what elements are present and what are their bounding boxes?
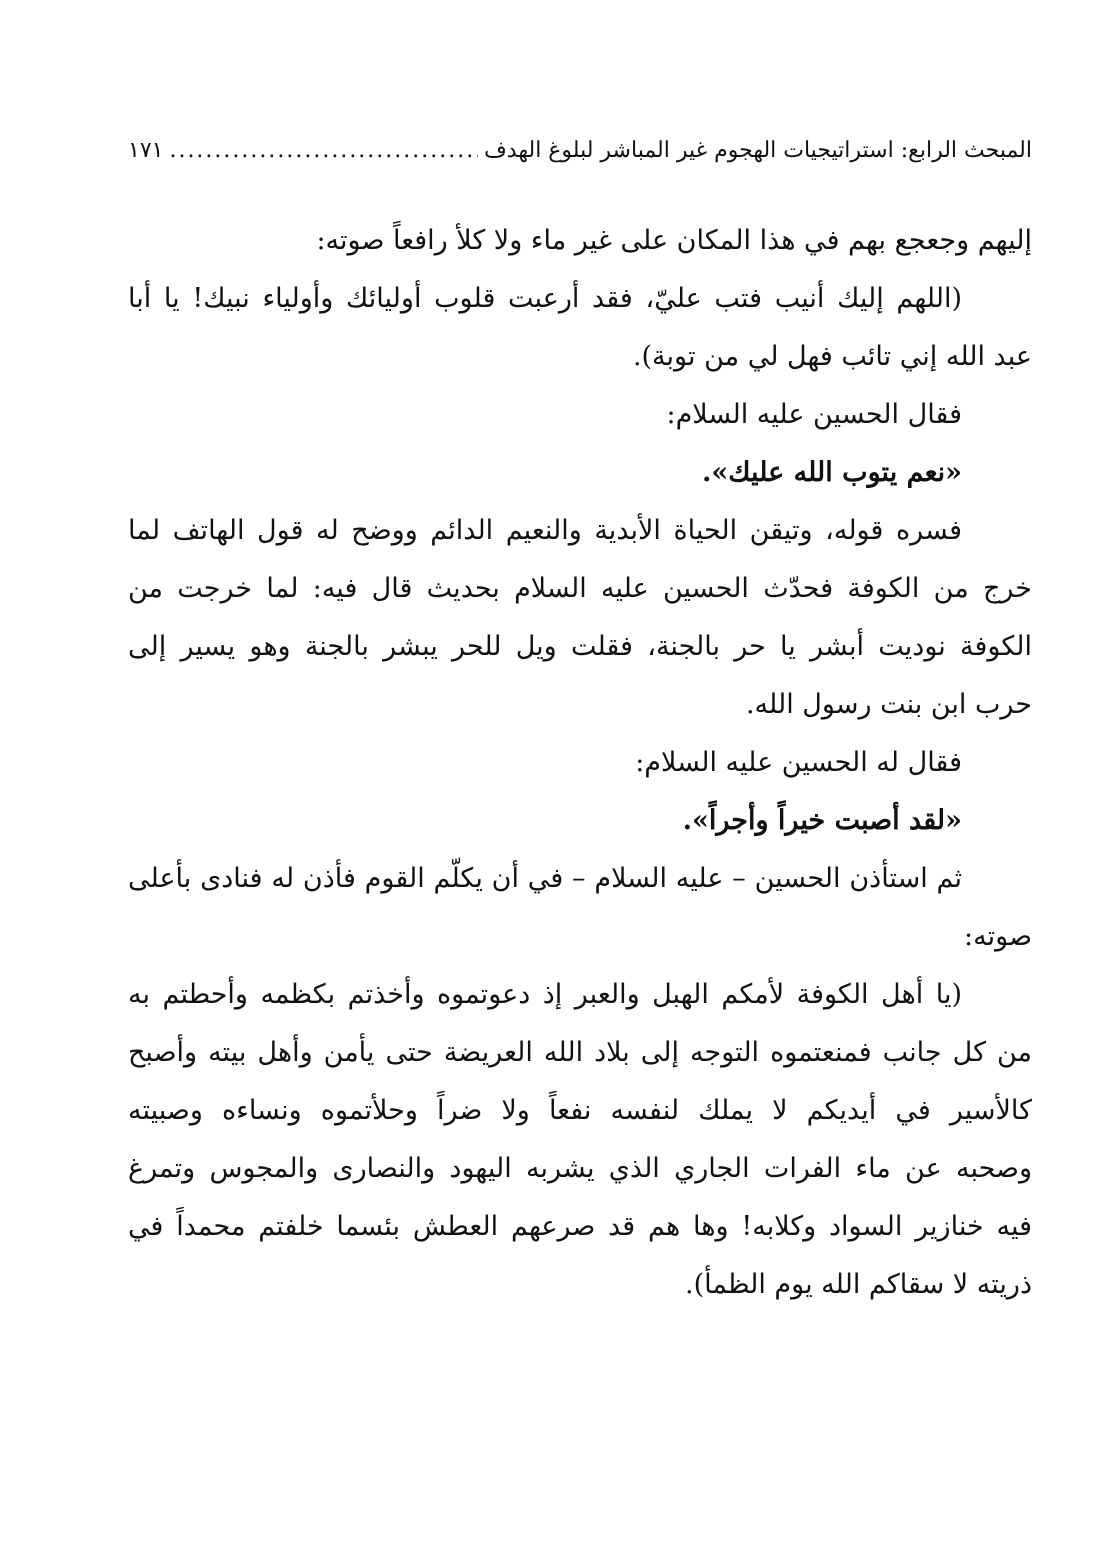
- text-line: فسره قوله، وتيقن الحياة الأبدية والنعيم الدائم ووضح له قول الهاتف لما: [128, 515, 962, 546]
- text-line: (يا أهل الكوفة لأمكم الهبل والعبر إذ دعوتموه وأخذتم بكظمه وأحطتم به: [128, 979, 962, 1010]
- quote-line: «نعم يتوب الله عليك».: [702, 457, 962, 488]
- text-line: ثم استأذن الحسين – عليه السلام – في أن يكلّم القوم فأذن له فنادى بأعلى: [128, 863, 962, 894]
- page-number: ١٧١: [128, 138, 164, 163]
- chapter-title: المبحث الرابع: استراتيجيات الهجوم غير المباشر لبلوغ الهدف: [484, 138, 1032, 163]
- running-header: [128, 138, 1032, 178]
- text-line: من كل جانب فمنعتموه التوجه إلى بلاد الله العريضة حتى يأمن وأهل بيته وأصبح: [128, 1037, 1032, 1068]
- text-line: إليهم وجعجع بهم في هذا المكان على غير ماء ولا كلأ رافعاً صوته:: [316, 225, 1032, 256]
- text-line: فقال الحسين عليه السلام:: [666, 399, 962, 430]
- text-line: خرج من الكوفة فحدّث الحسين عليه السلام بحديث قال فيه: لما خرجت من: [128, 573, 1032, 604]
- header-dot-leader: [169, 138, 478, 163]
- text-line: فيه خنازير السواد وكلابه! وها هم قد صرعهم العطش بئسما خلفتم محمداً في: [128, 1211, 1032, 1242]
- text-line: الكوفة نوديت أبشر يا حر بالجنة، فقلت ويل للحر يبشر بالجنة وهو يسير إلى: [128, 631, 1032, 662]
- text-line: كالأسير في أيديكم لا يملك لنفسه نفعاً ولا ضراً وحلأتموه ونساءه وصبيته: [128, 1095, 1032, 1126]
- text-line: حرب ابن بنت رسول الله.: [745, 689, 1032, 720]
- text-line: وصحبه عن ماء الفرات الجاري الذي يشربه اليهود والنصارى والمجوس وتمرغ: [128, 1153, 1032, 1184]
- page-body: [128, 212, 1032, 1314]
- text-line: صوته:: [964, 921, 1032, 952]
- text-line: (اللهم إليك أنيب فتب عليّ، فقد أرعبت قلوب أوليائك وأولياء نبيك! يا أبا: [128, 283, 962, 314]
- text-line: فقال له الحسين عليه السلام:: [635, 747, 962, 778]
- text-line: ذريته لا سقاكم الله يوم الظمأ).: [685, 1269, 1032, 1300]
- quote-line: «لقد أصبت خيراً وأجراً».: [682, 805, 962, 836]
- text-line: عبد الله إني تائب فهل لي من توبة).: [632, 341, 1032, 372]
